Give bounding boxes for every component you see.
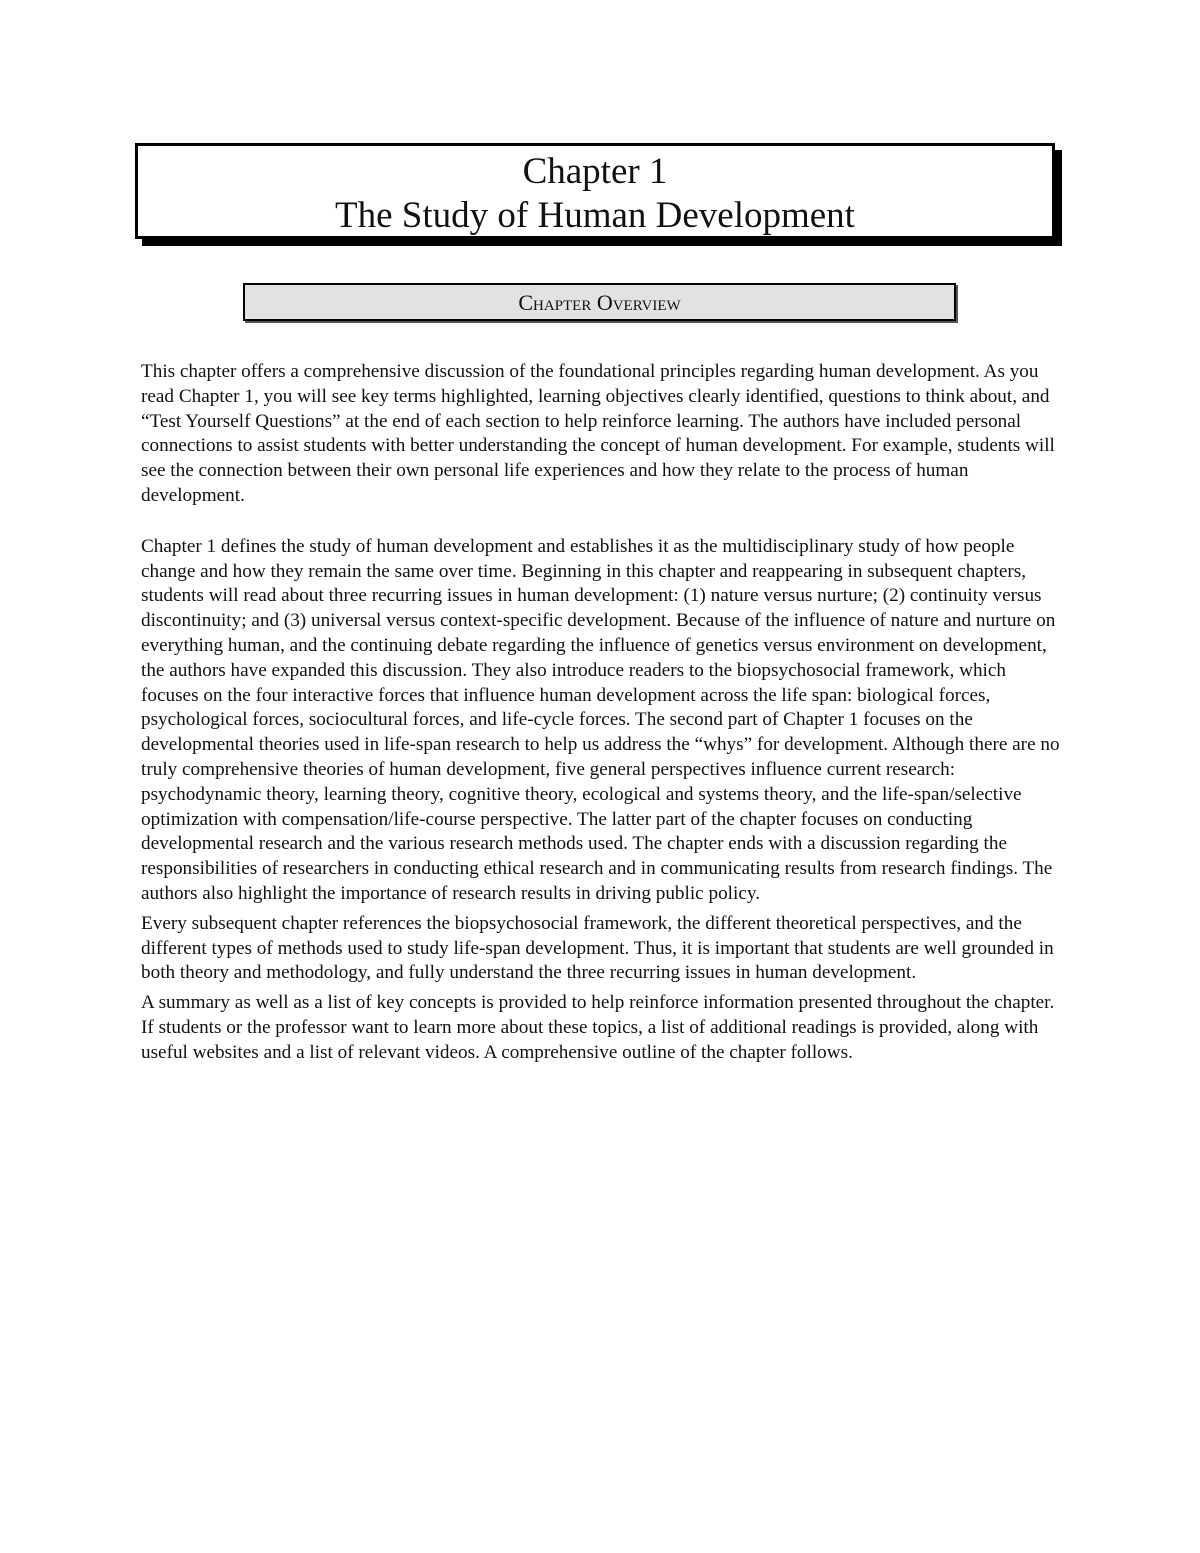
- overview-paragraph-2: Chapter 1 defines the study of human development and establishes it as the multidisciplinary study of how people change and how they remain the same over time. Beginning in this chapter and reappearing in subsequent chapters, students will read about three recurring issues in human development: (1) nature versus nurture; (2) continuity versus discontinuity; and (3) universal versus context-specific development. Because of the influence of nature and nurture on everything human, and the continuing debate regarding the influence of genetics versus environment on development, the authors have expanded this discussion. They also introduce readers to the biopsychosocial framework, which focuses on the four interactive forces that influence human development across the life span: biological forces, psychological forces, sociocultural forces, and life-cycle forces. The second part of Chapter 1 focuses on the developmental theories used in life-span research to help us address the “whys” for development. Although there are no truly comprehensive theories of human development, five general perspectives influence current research: psychodynamic theory, learning theory, cognitive theory, ecological and systems theory, and the life-span/selective optimization with compensation/life-course perspective. The latter part of the chapter focuses on conducting developmental research and the various research methods used. The chapter ends with a discussion regarding the responsibilities of researchers in conducting ethical research and in communicating results from research findings. The authors also highlight the importance of research results in driving public policy.: [141, 535, 1060, 904]
- overview-paragraph-3: Every subsequent chapter references the biopsychosocial framework, the different theoretical perspectives, and the different types of methods used to study life-span development. Thus, it is important that students are well grounded in both theory and methodology, and fully understand the three recurring issues in human development.: [141, 912, 1054, 984]
- chapter-overview-banner: [243, 283, 956, 321]
- chapter-overview-heading: Chapter Overview: [518, 290, 681, 315]
- overview-paragraph-1: This chapter offers a comprehensive discussion of the foundational principles regarding human development. As you read Chapter 1, you will see key terms highlighted, learning objectives clearly identified, questions to think about, and “Test Yourself Questions” at the end of each section to help reinforce learning. The authors have included personal connections to assist students with better understanding the concept of human development. For example, students will see the connection between their own personal life experiences and how they relate to the process of human development.: [141, 361, 1055, 506]
- chapter-title-box: [135, 143, 1055, 239]
- chapter-number: Chapter 1: [522, 151, 668, 192]
- overview-body: [141, 360, 1063, 1066]
- chapter-title: The Study of Human Development: [335, 195, 855, 236]
- overview-paragraph-4: A summary as well as a list of key concepts is provided to help reinforce information presented throughout the chapter. If students or the professor want to learn more about these topics, a list of additional readings is provided, along with useful websites and a list of relevant videos. A comprehensive outline of the chapter follows.: [141, 992, 1055, 1063]
